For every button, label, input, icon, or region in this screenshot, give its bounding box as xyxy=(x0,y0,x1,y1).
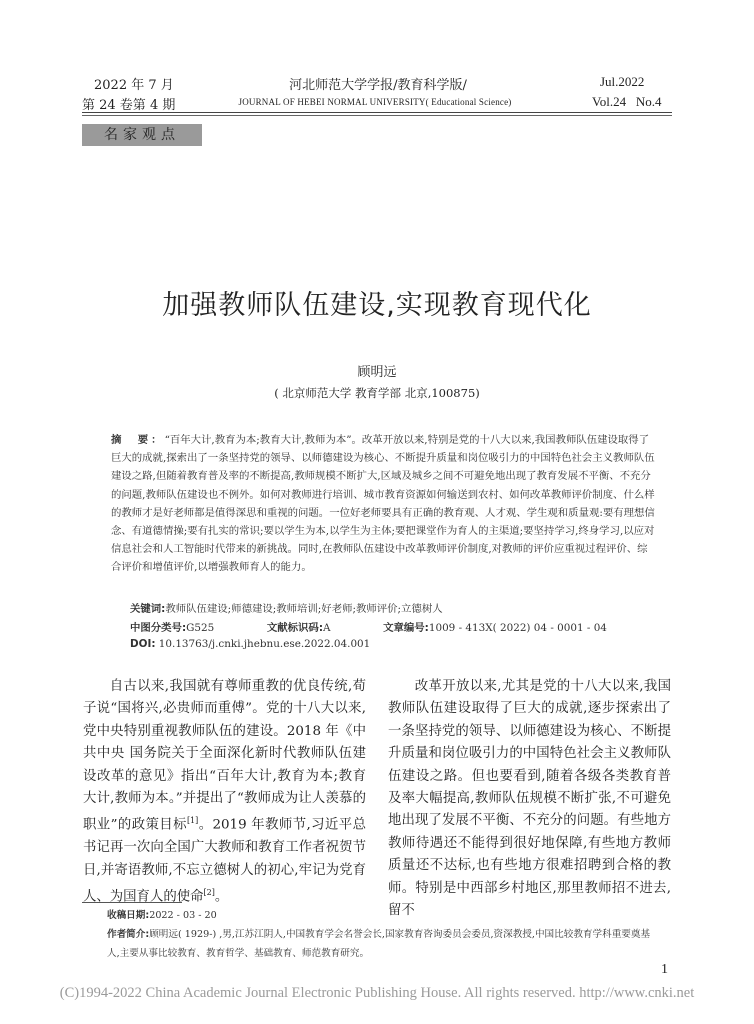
bio-value: 顾明远( 1929-) ,男,江苏江阴人,中国教育学会名誉会长,国家教育咨询委员会委员,资深教授,中国比较教育学科重要奠基人,主要从事比较教育、教育哲学、基础教育、师范教育研究。 xyxy=(107,929,651,959)
abstract-label: 摘 要： xyxy=(111,434,165,446)
body-left-column xyxy=(83,676,366,909)
body-right-column xyxy=(388,676,671,922)
article-number-label: 文章编号: xyxy=(383,622,429,634)
clc-value: G525 xyxy=(186,622,215,634)
doi-value: 10.13763/j.cnki.jhebnu.ese.2022.04.001 xyxy=(158,638,371,650)
body-paragraph: 自古以来,我国就有尊师重教的优良传统,荀子说“国将兴,必贵师而重傅”。党的十八大以来,党中央特别重视教师队伍的建设。2018 年《中共中央 国务院关于全面深化新时代教师队伍建设改革的意见》指出“百年大计,教育为本;教育大计,教师为本。”并提出了“教师成为让人羡慕的职业”的政策目标[1]。2019 年教师节,习近平总书记再一次向全国广大教师和教育工作者祝贺节日,并寄语教师,不忘立德树人的初心,牢记为党育人、为国育人的使命[2]。 xyxy=(83,679,366,905)
header-journal-en: JOURNAL OF HEBEI NORMAL UNIVERSITY( Educational Science) xyxy=(238,97,512,107)
doi-label: DOI: xyxy=(130,638,156,650)
footnote-author-bio xyxy=(107,925,657,963)
doc-code-value: A xyxy=(322,622,331,634)
header-journal-cn: 河北师范大学学报/教育科学版/ xyxy=(289,78,467,93)
header-date-cn: 2022 年 7 月 xyxy=(94,78,174,93)
clc-label: 中图分类号: xyxy=(130,622,187,634)
doc-code-label: 文献标识码: xyxy=(266,622,323,634)
keywords xyxy=(130,600,650,615)
citation-ref[interactable]: [1] xyxy=(186,816,199,826)
article-author: 顾明远 xyxy=(357,365,397,380)
footnote-received xyxy=(107,906,657,925)
body-paragraph: 改革开放以来,尤其是党的十八大以来,我国教师队伍建设取得了巨大的成就,逐步探索出了一条坚持党的领导、以师德建设为核心、不断提升质量和岗位吸引力的中国特色社会主义教师队伍建设之路。但也要看到,随着各级各类教育普及率大幅提高,教师队伍规模不断扩张,不可避免地出现了发展不平衡、不充分的问题。有些地方教师待遇还不能得到很好地保障,有些地方教师质量还不达标,也有些地方很难招聘到合格的教师。特别是中西部乡村地区,那里教师招不进去,留不 xyxy=(388,679,671,919)
section-label: 名家观点 xyxy=(104,127,180,143)
header-volume-en: Vol.24 No.4 xyxy=(592,94,662,109)
header-date-en: Jul.2022 xyxy=(600,74,645,89)
article-title: 加强教师队伍建设,实现教育现代化 xyxy=(162,290,592,321)
article-number-value: 1009 - 413X( 2022) 04 - 0001 - 04 xyxy=(428,622,607,634)
header-rule xyxy=(82,112,672,113)
footnote-rule xyxy=(82,902,182,903)
classification-line xyxy=(130,619,660,634)
abstract xyxy=(111,431,656,577)
copyright-watermark: (C)1994-2022 China Academic Journal Electronic Publishing House. All rights reserved. http://www.cnki.net xyxy=(59,985,695,1001)
section-label-band xyxy=(82,124,202,146)
page-number: 1 xyxy=(661,962,668,977)
article-affiliation: ( 北京师范大学 教育学部 北京,100875) xyxy=(274,386,480,400)
received-label: 收稿日期: xyxy=(107,910,150,921)
keywords-text: 教师队伍建设;师德建设;教师培训;好老师;教师评价;立德树人 xyxy=(165,603,443,615)
doi-line xyxy=(130,638,370,650)
citation-ref[interactable]: [2] xyxy=(203,888,215,898)
keywords-label: 关键词: xyxy=(130,603,166,615)
bio-label: 作者简介: xyxy=(107,929,150,940)
header-rule-thin xyxy=(82,115,672,116)
header-volume-cn: 第 24 卷第 4 期 xyxy=(82,98,176,113)
abstract-text: “百年大计,教育为本;教育大计,教师为本”。改革开放以来,特别是党的十八大以来,我国教师队伍建设取得了巨大的成就,探索出了一条坚持党的领导、以师德建设为核心、不断提升质量和岗位吸引力的中国特色社会主义教师队伍建设之路,但随着教育普及率的不断提高,教师规模不断扩大,区域及城乡之间不可避免地出现了教育发展不平衡、不充分的问题,教师队伍建设也不例外。如何对教师进行培训、城市教育资源如何输送到农村、如何改革教师评价制度、什么样的教师才是好老师都是值得深思和重视的问题。一位好老师要具有正确的教育观、人才观、学生观和质量观:要有理想信念、有道德情操;要有扎实的常识;要以学生为本,以学生为主体;要把课堂作为育人的主渠道;要坚持学习,终身学习,以应对信息社会和人工智能时代带来的新挑战。同时,在教师队伍建设中改革教师评价制度,对教师的评价应重视过程评价、综合评价和增值评价,以增强教师育人的能力。 xyxy=(111,434,655,574)
received-value: 2022 - 03 - 20 xyxy=(149,910,217,921)
